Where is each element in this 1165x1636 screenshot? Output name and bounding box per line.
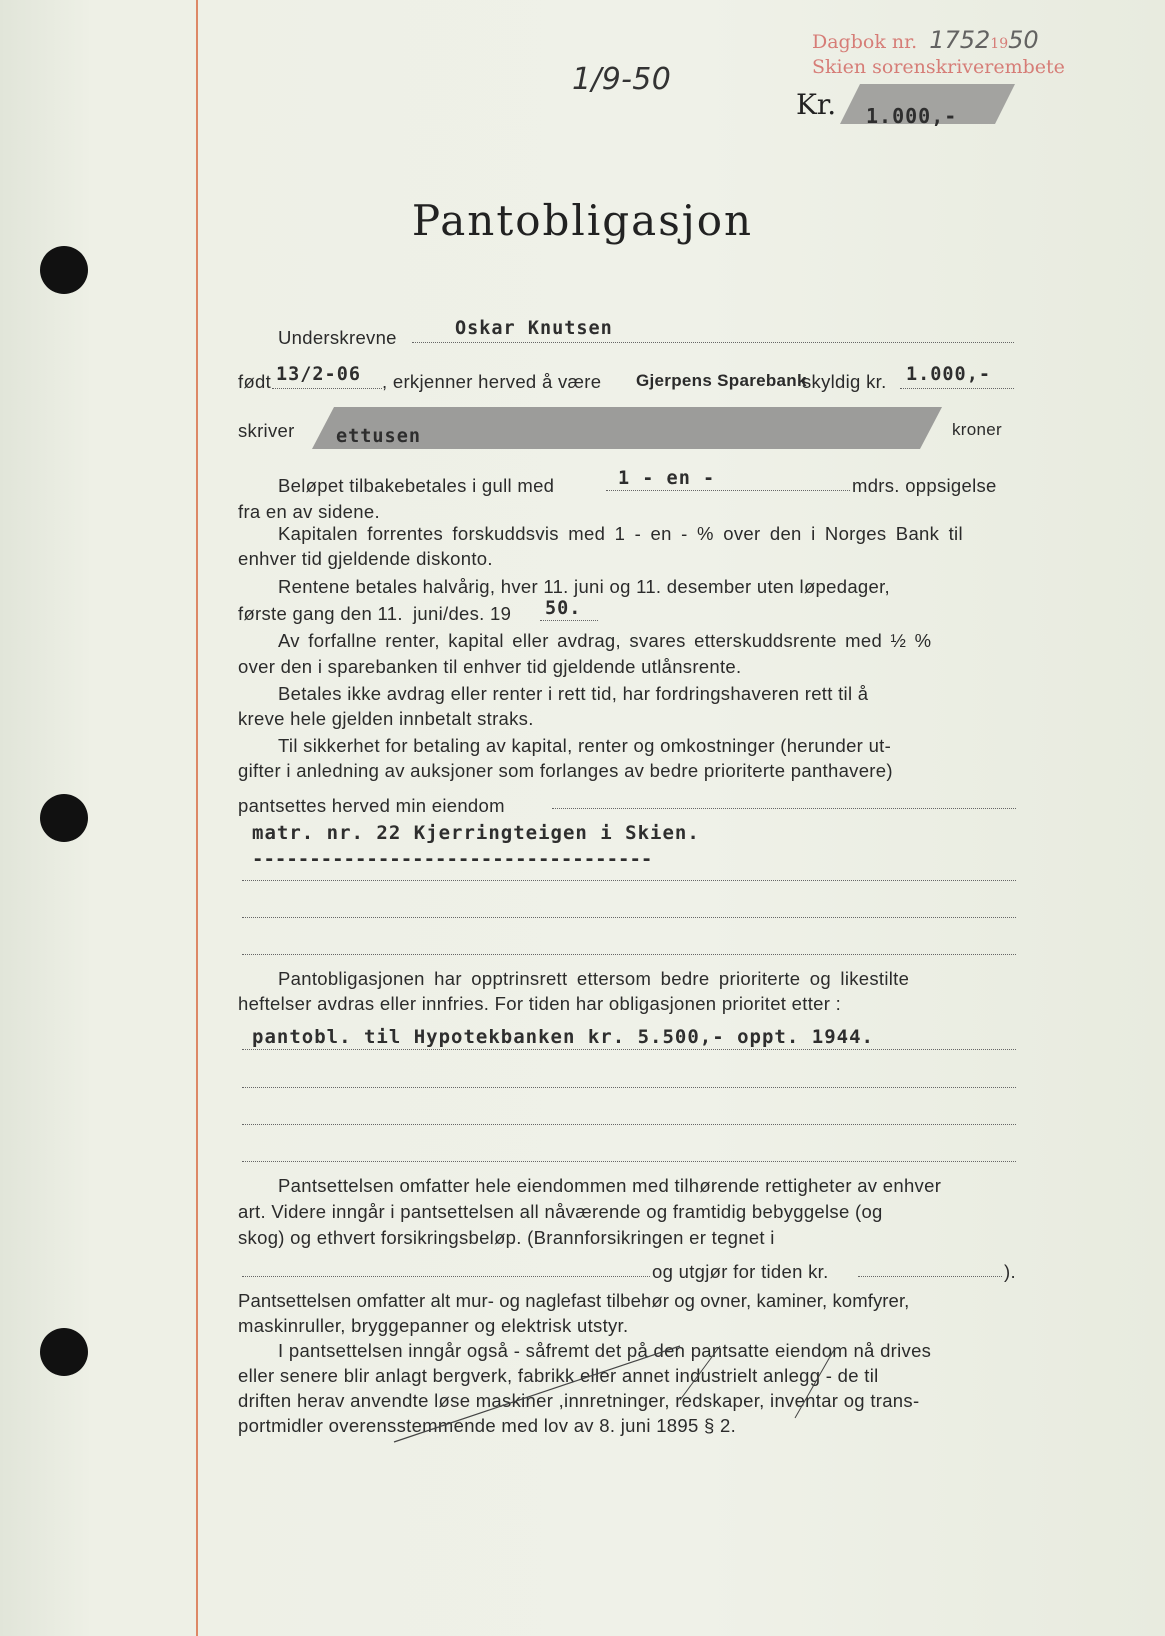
stamp-office: Skien sorenskriverembete <box>812 56 1065 78</box>
p9-text-c: skog) og ethvert forsikringsbeløp. (Brannforsikringen er tegnet i <box>238 1227 775 1248</box>
registry-stamp <box>812 26 1039 54</box>
punch-hole-bottom <box>40 1328 88 1376</box>
p3-line <box>540 620 598 621</box>
red-margin-line <box>196 0 198 1636</box>
blank-line-1 <box>242 880 1016 881</box>
p9-text-e: ). <box>1004 1261 1016 1282</box>
p3-text-a: Rentene betales halvårig, hver 11. juni og 11. desember uten løpedager, <box>278 576 890 597</box>
punch-hole-middle <box>40 794 88 842</box>
fodt-value: 13/2-06 <box>276 364 361 385</box>
skriver-value: ettusen <box>336 426 421 447</box>
pencil-strike-marks <box>380 1340 860 1450</box>
p4-text-b: over den i sparebanken til enhver tid gjeldende utlånsrente. <box>238 656 742 677</box>
blank-line-2 <box>242 917 1016 918</box>
skriver-label: skriver <box>238 420 295 441</box>
p2-text-a: Kapitalen forrentes forskuddsvis med 1 - en - % over den i Norges Bank til <box>278 523 963 544</box>
handwritten-date: 1/9-50 <box>572 62 672 97</box>
stamp-year-suffix: 50 <box>1008 26 1039 54</box>
stamp-number: 1752 <box>929 26 991 54</box>
p10-text-b: maskinruller, bryggepanner og elektrisk utstyr. <box>238 1315 629 1336</box>
priority-line-1 <box>242 1049 1016 1050</box>
priority-line-2 <box>242 1087 1016 1088</box>
skyldig-label: skyldig kr. <box>802 371 887 392</box>
p10-text-a: Pantsettelsen omfatter alt mur- og naglefast tilbehør og ovner, kaminer, komfyrer, <box>238 1290 910 1311</box>
amount-value: 1.000,- <box>866 104 958 128</box>
underskrevne-label: Underskrevne <box>278 327 397 348</box>
page-title: Pantobligasjon <box>411 196 754 245</box>
p5-text-a: Betales ikke avdrag eller renter i rett tid, har fordringshaveren rett til å <box>278 683 869 704</box>
p4-text-a: Av forfallne renter, kapital eller avdrag, svares etterskuddsrente med ½ % <box>278 630 932 651</box>
p2-text-b: enhver tid gjeldende diskonto. <box>238 548 493 569</box>
property-dashes: ----------------------------------- <box>252 848 653 870</box>
p7-line <box>552 808 1016 809</box>
skyldig-value: 1.000,- <box>906 364 991 385</box>
p11-text-c: driften herav anvendte løse maskiner ,innretninger, redskaper, inventar og trans- <box>238 1390 920 1411</box>
p9-text-d: og utgjør for tiden kr. <box>652 1261 829 1282</box>
underskrevne-value: Oskar Knutsen <box>455 318 613 339</box>
p9-line-b <box>858 1276 1002 1277</box>
p8-text-a: Pantobligasjonen har opptrinsrett ettersom bedre prioriterte og likestilte <box>278 968 910 989</box>
p1-line <box>606 490 850 491</box>
p1-text-a: Beløpet tilbakebetales i gull med <box>278 475 555 496</box>
stamp-dagbok-label: Dagbok nr. <box>812 31 918 53</box>
p11-text-b: eller senere blir anlagt bergverk, fabrikk eller annet industrielt anlegg - de til <box>238 1365 879 1386</box>
priority-description: pantobl. til Hypotekbanken kr. 5.500,- oppt. 1944. <box>252 1026 874 1048</box>
p11-text-a: I pantsettelsen inngår også - såfremt det på den pantsatte eiendom nå drives <box>278 1340 932 1361</box>
erkjenner-text: , erkjenner herved å være <box>382 371 602 392</box>
p1-text-b: mdrs. oppsigelse <box>852 475 997 496</box>
p9-text-a: Pantsettelsen omfatter hele eiendommen med tilhørende rettigheter av enhver <box>278 1175 942 1196</box>
blank-line-3 <box>242 954 1016 955</box>
fodt-line <box>272 388 382 389</box>
punch-hole-top <box>40 246 88 294</box>
priority-line-4 <box>242 1161 1016 1162</box>
amount-label: Kr. <box>796 88 837 121</box>
priority-line-3 <box>242 1124 1016 1125</box>
fodt-label: født <box>238 371 272 392</box>
stamp-year-prefix: 19 <box>990 36 1009 52</box>
p3-value: 50. <box>545 598 582 619</box>
bank-name: Gjerpens Sparebank <box>636 371 807 390</box>
skyldig-line <box>900 388 1014 389</box>
kroner-label: kroner <box>952 420 1002 439</box>
p6-text-a: Til sikkerhet for betaling av kapital, renter og omkostninger (herunder ut- <box>278 735 892 756</box>
p9-text-b: art. Videre inngår i pantsettelsen all nåværende og framtidig bebyggelse (og <box>238 1201 883 1222</box>
p9-line-a <box>242 1276 650 1277</box>
p1-text-c: fra en av sidene. <box>238 501 380 522</box>
p6-text-b: gifter i anledning av auksjoner som forlanges av bedre prioriterte panthavere) <box>238 760 893 781</box>
p1-value: 1 - en - <box>618 468 716 489</box>
p3-text-b-pre: første gang den 11. <box>238 603 403 624</box>
p8-text-b: heftelser avdras eller innfries. For tiden har obligasjonen prioritet etter : <box>238 993 842 1014</box>
underskrevne-line <box>412 342 1014 343</box>
p7-text: pantsettes herved min eiendom <box>238 795 505 816</box>
p5-text-b: kreve hele gjelden innbetalt straks. <box>238 708 534 729</box>
p11-text-d: portmidler overensstemmende med lov av 8. juni 1895 § 2. <box>238 1415 737 1436</box>
p3-text-b-mid: juni/des. 19 <box>413 603 512 624</box>
property-description: matr. nr. 22 Kjerringteigen i Skien. <box>252 822 700 844</box>
